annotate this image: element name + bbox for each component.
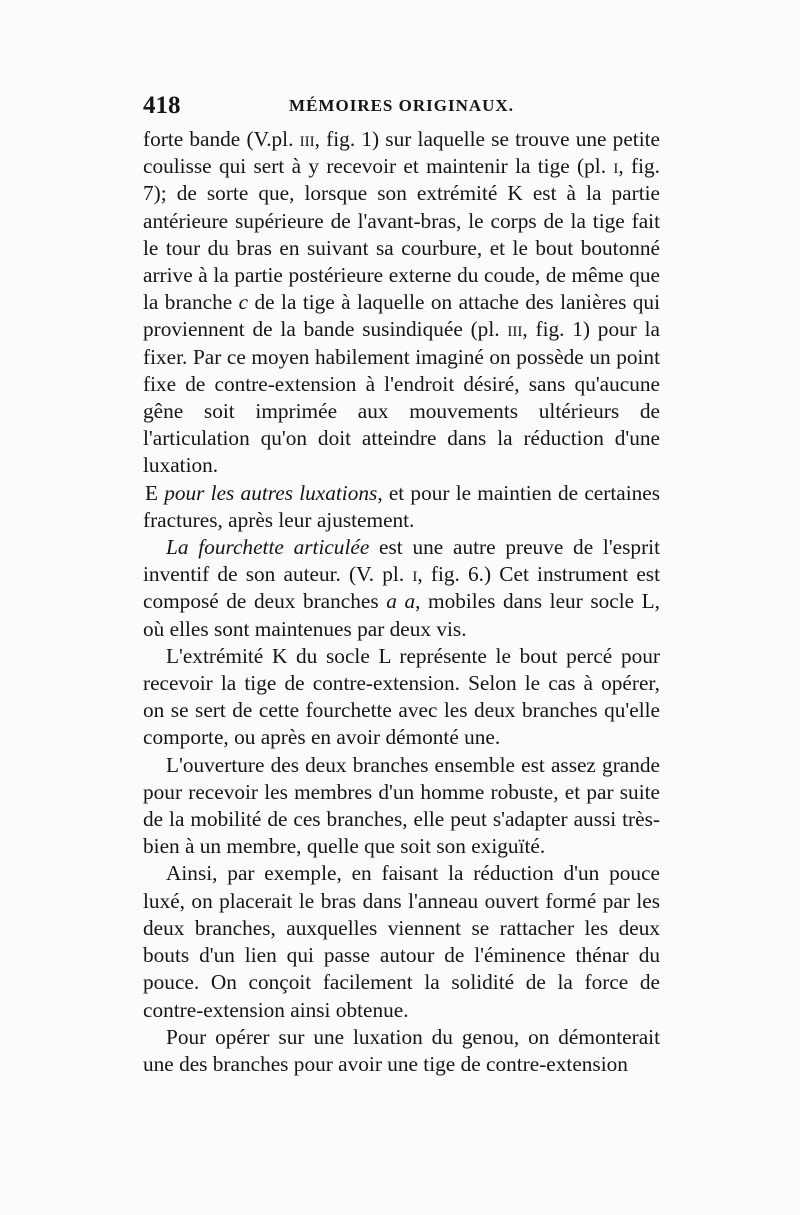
italic-text: pour les autres luxations bbox=[164, 480, 378, 505]
paragraph bbox=[143, 752, 660, 861]
roman-numeral: i bbox=[412, 562, 418, 587]
running-head: MÉMOIRES ORIGINAUX. bbox=[289, 96, 514, 115]
text-run: Ainsi, par exemple, en faisant la réduction d'un pouce luxé, on placerait le bras dans l'anneau ouvert formé par les deux branches, auxquelles viennent se rattacher les deux bouts d'un lien qui passe autour de l'éminence thénar du pouce. On conçoit facilement la solidité de la force de contre-extension ainsi obtenue. bbox=[143, 861, 660, 1022]
italic-text: a a bbox=[386, 589, 416, 614]
paragraph bbox=[143, 1024, 660, 1078]
paragraph bbox=[143, 480, 660, 534]
text-run: , mobiles dans leur socle L, où elles sont maintenues par deux vis. bbox=[143, 589, 661, 641]
italic-text: La fourchette articulée bbox=[166, 535, 370, 560]
text-run: , fig. 1) sur laquelle se trouve une petite coulisse qui sert à y recevoir et maintenir la tige (pl. bbox=[143, 127, 660, 179]
page-number: 418 bbox=[143, 92, 181, 119]
text-run: , fig. 7); de sorte que, lorsque son extrémité K est à la partie antérieure supérieure de l'avant-bras, le corps de la tige fait le tour du bras en suivant sa courbure, et le bout boutonné arrive à la partie postérieure externe du coude, de même que la branche bbox=[143, 154, 660, 315]
italic-text: c bbox=[238, 290, 249, 315]
text-run: E bbox=[145, 480, 165, 505]
text-run: , fig. 6.) Cet instrument est composé de deux branches bbox=[143, 562, 660, 614]
text-run: Pour opérer sur une luxation du genou, on démonterait une des branches pour avoir une tige de contre-extension bbox=[143, 1024, 660, 1076]
roman-numeral: i bbox=[613, 154, 619, 179]
paragraph bbox=[143, 534, 660, 643]
text-run: , et pour le maintien de certaines fractures, après leur ajustement. bbox=[143, 480, 660, 532]
paragraph bbox=[143, 643, 660, 752]
text-run: est une autre preuve de l'esprit inventif de son auteur. (V. pl. bbox=[143, 535, 660, 587]
text-run: forte bande (V.pl. bbox=[143, 127, 300, 151]
paragraph bbox=[143, 860, 660, 1023]
text-run: de la tige à laquelle on attache des lanières qui proviennent de la bande susindiquée (pl. bbox=[143, 290, 660, 342]
roman-numeral: iii bbox=[299, 127, 315, 151]
page-header bbox=[143, 92, 660, 122]
body-text bbox=[143, 126, 660, 1078]
paragraph bbox=[143, 126, 660, 480]
text-run: , fig. 1) pour la fixer. Par ce moyen habilement imaginé on possède un point fixe de contre-extension à l'endroit désiré, sans qu'aucune gêne soit imprimée aux mouvements ultérieurs de l'articulation qu'on doit atteindre dans la réduction d'une luxation. bbox=[143, 317, 660, 478]
roman-numeral: iii bbox=[507, 317, 523, 342]
text-run: L'extrémité K du socle L représente le bout percé pour recevoir la tige de contre-extension. Selon le cas à opérer, on se sert de cette fourchette avec les deux branches qu'elle comporte, ou après en avoir démonté une. bbox=[143, 643, 660, 750]
text-run: L'ouverture des deux branches ensemble est assez grande pour recevoir les membres d'un homme robuste, et par suite de la mobilité de ces branches, elle peut s'adapter aussi très-bien à un membre, quelle que soit son exiguïté. bbox=[143, 752, 660, 859]
